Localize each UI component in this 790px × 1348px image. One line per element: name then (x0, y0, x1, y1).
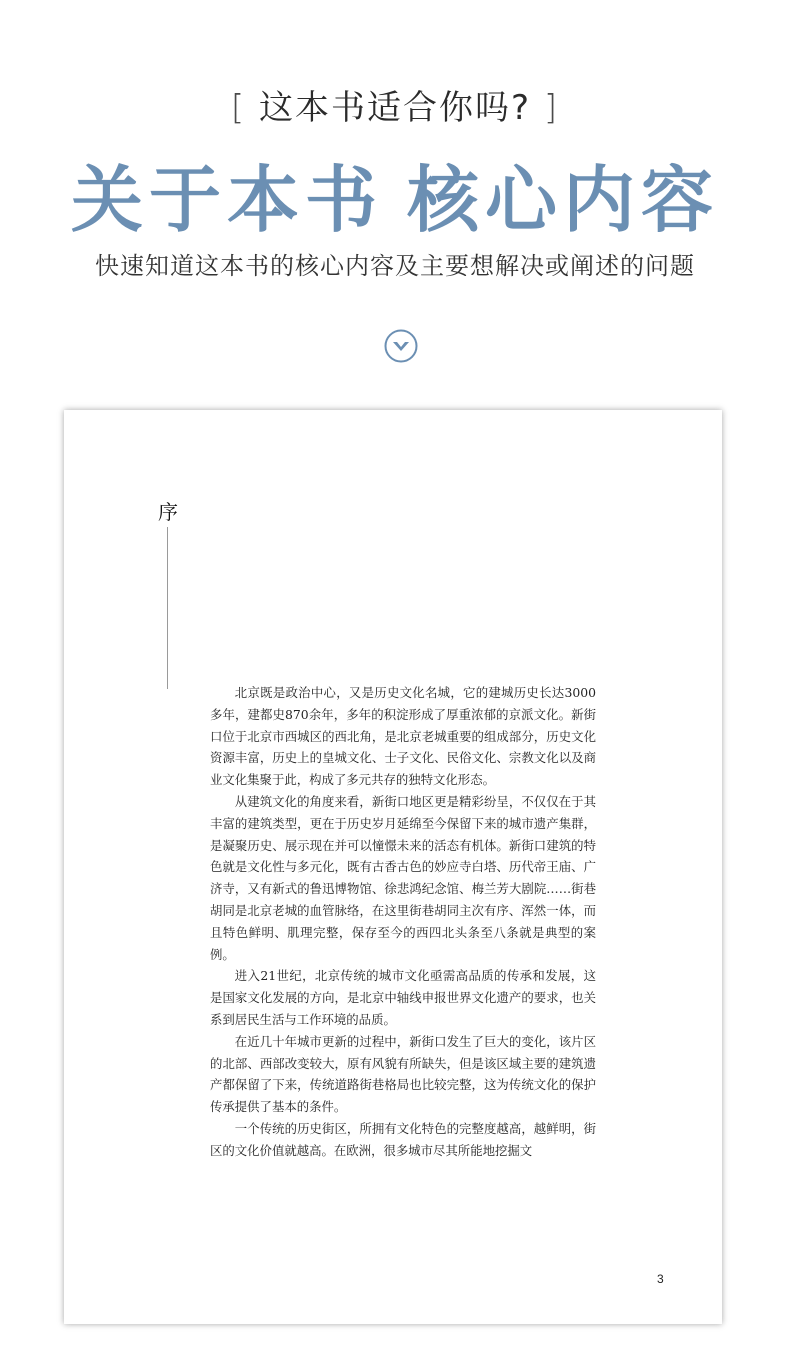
question-text: 这本书适合你吗? (258, 88, 532, 128)
main-title-part1: 关于本书 (70, 157, 383, 242)
paragraph: 北京既是政治中心，又是历史文化名城，它的建城历史长达3000多年，建都史870余年，多年的积淀形成了厚重浓郁的京派文化。新街口位于北京市西城区的西北角，是北京老城重要的组成部分，历史文化资源丰富，历史上的皇城文化、士子文化、民俗文化、宗教文化以及商业文化集聚于此，构成了多元共存的独特文化形态。 (210, 685, 596, 788)
paragraph: 在近几十年城市更新的过程中，新街口发生了巨大的变化，该片区的北部、西部改变较大，原有风貌有所缺失，但是该区域主要的建筑遗产都保留了下来，传统道路街巷格局也比较完整，这为传统文化的保护传承提供了基本的条件。 (210, 1033, 596, 1115)
paragraph: 进入21世纪，北京传统的城市文化亟需高品质的传承和发展，这是国家文化发展的方向，是北京中轴线申报世界文化遗产的要求，也关系到居民生活与工作环境的品质。 (210, 968, 596, 1027)
main-title-part2: 核心内容 (407, 157, 720, 242)
paragraph: 一个传统的历史街区，所拥有文化特色的完整度越高，越鲜明，街区的文化价值就越高。在欧洲，很多城市尽其所能地挖掘文 (210, 1120, 596, 1158)
book-page (64, 410, 722, 1324)
chapter-title: 序 (158, 500, 178, 524)
body-text (210, 682, 596, 1162)
subtitle: 快速知道这本书的核心内容及主要想解决或阐述的问题 (95, 252, 695, 280)
bracket-open: [ (230, 88, 247, 128)
paragraph: 从建筑文化的角度来看，新街口地区更是精彩纷呈，不仅仅在于其丰富的建筑类型，更在于历史岁月延绵至今保留下来的城市遗产集群，是凝聚历史、展示现在并可以憧憬未来的活态有机体。新街口建筑的特色就是文化性与多元化，既有古香古色的妙应寺白塔、历代帝王庙、广济寺，又有新式的鲁迅博物馆、徐悲鸿纪念馆、梅兰芳大剧院……街巷胡同是北京老城的血管脉络，在这里街巷胡同主次有序、浑然一体，而且特色鲜明、肌理完整，保存至今的西四北头条至八条就是典型的案例。 (210, 793, 596, 962)
header (0, 0, 790, 400)
bracket-close: ] (543, 88, 560, 128)
main-title (0, 142, 790, 246)
question-title (0, 80, 790, 129)
page-number: 3 (657, 1272, 664, 1286)
chapter-divider (167, 527, 168, 689)
chevron-down-circle-icon (384, 329, 418, 363)
